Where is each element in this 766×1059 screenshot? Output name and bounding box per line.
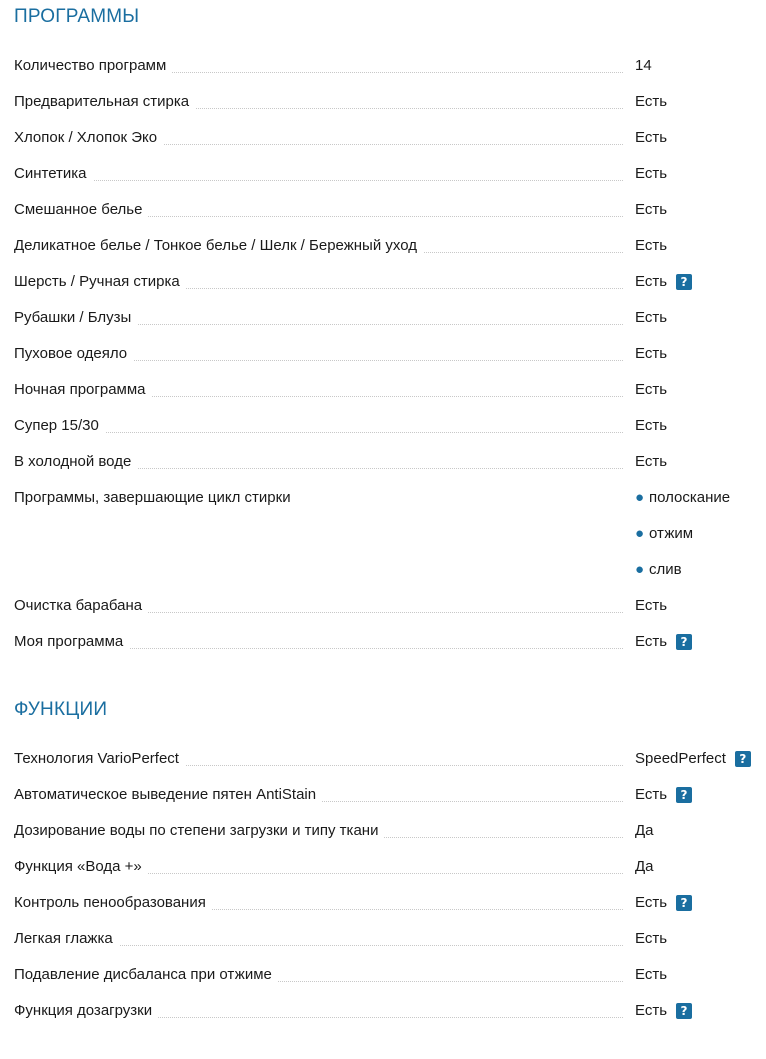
list-item [635,480,766,516]
spec-row [14,192,766,228]
spec-value [635,165,667,183]
spec-row [14,120,766,156]
spec-label: Подавление дисбаланса при отжиме [14,966,278,984]
spec-value-text: Да [635,822,654,839]
spec-label: Программы, завершающие цикл стирки [14,489,297,507]
spec-row [14,741,766,777]
spec-label: Контроль пенообразования [14,894,212,912]
spec-value [635,822,654,840]
spec-value [635,381,667,399]
spec-value-text: Есть [635,201,668,218]
spec-value [635,750,751,768]
spec-row [14,957,766,993]
spec-value [635,786,692,804]
spec-row [14,156,766,192]
spec-label: Хлопок / Хлопок Эко [14,129,163,147]
spec-value-text: Есть [635,1002,668,1019]
spec-value-text: Есть [635,237,668,254]
spec-row [14,48,766,84]
spec-value [635,858,654,876]
spec-row [14,885,766,921]
spec-value [635,57,652,75]
spec-value [635,930,667,948]
list-item [635,552,766,588]
spec-value [635,237,667,255]
spec-value-text: Есть [635,597,668,614]
spec-label: Пуховое одеяло [14,345,133,363]
spec-value [635,345,667,363]
spec-value-text: Есть [635,309,668,326]
spec-value-text: Есть [635,417,668,434]
question-icon[interactable]: ? [676,787,692,803]
spec-value-text: Есть [635,453,668,470]
spec-value [635,201,667,219]
list-item-text: слив [649,561,682,578]
spec-value-text: 14 [635,57,652,74]
spec-value-text: Есть [635,129,668,146]
dotted-leader [14,432,623,433]
question-icon[interactable]: ? [676,895,692,911]
spec-value [635,417,667,435]
spec-label: Моя программа [14,633,129,651]
spec-value-text: Есть [635,165,668,182]
spec-value [635,1002,692,1020]
spec-label: Легкая глажка [14,930,119,948]
spec-value-text: SpeedPerfect [635,750,726,767]
spec-row [14,372,766,408]
spec-value-text: Есть [635,786,668,803]
list-item-text: полоскание [649,489,731,506]
spec-label: Супер 15/30 [14,417,105,435]
spec-value-text: Есть [635,930,668,947]
section-title-programs: ПРОГРАММЫ [14,6,140,27]
spec-label: Технология VarioPerfect [14,750,185,768]
spec-value [635,129,667,147]
spec-row [14,84,766,120]
question-icon[interactable]: ? [676,634,692,650]
spec-row [14,624,766,660]
spec-value-text: Есть [635,894,668,911]
spec-label: Функция дозагрузки [14,1002,158,1020]
spec-row [14,300,766,336]
spec-value [635,309,667,327]
spec-label: Дозирование воды по степени загрузки и типу ткани [14,822,384,840]
spec-label: Шерсть / Ручная стирка [14,273,186,291]
spec-row [14,849,766,885]
spec-row [14,813,766,849]
spec-label: Функция «Вода +» [14,858,148,876]
section-title-functions: ФУНКЦИИ [14,699,108,720]
list-item-text: отжим [649,525,694,542]
bullet-icon: ● [635,525,645,542]
spec-value-text: Есть [635,273,668,290]
spec-label: Автоматическое выведение пятен AntiStain [14,786,322,804]
spec-value [635,597,667,615]
spec-label: Предварительная стирка [14,93,195,111]
question-icon[interactable]: ? [676,1003,692,1019]
spec-value [635,966,667,984]
spec-label: Ночная программа [14,381,152,399]
spec-row [14,228,766,264]
spec-value-text: Есть [635,381,668,398]
question-icon[interactable]: ? [735,751,751,767]
spec-label: Синтетика [14,165,93,183]
bullet-icon: ● [635,489,645,506]
spec-row [14,408,766,444]
spec-label: Рубашки / Блузы [14,309,137,327]
spec-row [14,921,766,957]
spec-value-text: Есть [635,966,668,983]
spec-value [635,453,667,471]
spec-row [14,444,766,480]
spec-value [635,273,692,291]
spec-row [14,777,766,813]
spec-row [14,336,766,372]
spec-value [635,93,667,111]
spec-value [635,633,692,651]
spec-row [14,993,766,1029]
list-item [635,516,766,552]
spec-label: Смешанное белье [14,201,148,219]
spec-value-text: Да [635,858,654,875]
spec-label: Очистка барабана [14,597,148,615]
spec-value [635,894,692,912]
spec-value-text: Есть [635,93,668,110]
spec-label: Деликатное белье / Тонкое белье / Шелк / Бережный уход [14,237,423,255]
spec-label: В холодной воде [14,453,137,471]
bullet-icon: ● [635,561,645,578]
spec-row [14,588,766,624]
spec-value-text: Есть [635,345,668,362]
spec-value-text: Есть [635,633,668,650]
spec-row [14,264,766,300]
dotted-leader [14,180,623,181]
question-icon[interactable]: ? [676,274,692,290]
spec-label: Количество программ [14,57,172,75]
